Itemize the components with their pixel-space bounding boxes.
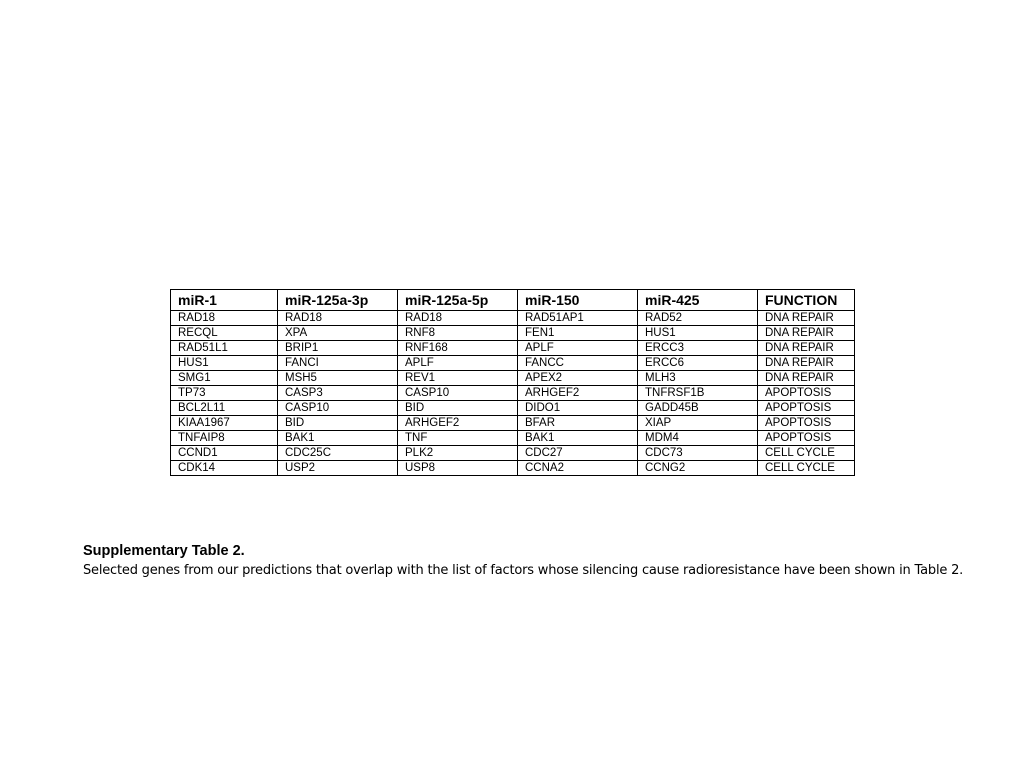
table-cell: BAK1: [518, 431, 638, 446]
table-cell: APLF: [518, 341, 638, 356]
table-cell: ARHGEF2: [398, 416, 518, 431]
table-cell: CDC27: [518, 446, 638, 461]
table-cell: FANCI: [278, 356, 398, 371]
table-cell: APEX2: [518, 371, 638, 386]
table-cell: RAD18: [398, 311, 518, 326]
table-cell: MLH3: [638, 371, 758, 386]
table-row: [171, 416, 855, 431]
table-row: [171, 311, 855, 326]
table-cell: CDC73: [638, 446, 758, 461]
table-cell: BAK1: [278, 431, 398, 446]
table-cell: HUS1: [638, 326, 758, 341]
table-cell: RAD51L1: [171, 341, 278, 356]
table-cell: USP2: [278, 461, 398, 476]
table-row: [171, 431, 855, 446]
header-mir-125a-5p: miR-125a-5p: [398, 290, 518, 311]
table-cell: MDM4: [638, 431, 758, 446]
table-cell: DNA REPAIR: [758, 326, 855, 341]
table-row: [171, 341, 855, 356]
table-row: [171, 461, 855, 476]
table-cell: APOPTOSIS: [758, 386, 855, 401]
table-cell: CASP10: [278, 401, 398, 416]
table-cell: HUS1: [171, 356, 278, 371]
table-cell: RAD18: [171, 311, 278, 326]
table-row: [171, 446, 855, 461]
table-cell: RECQL: [171, 326, 278, 341]
table-cell: TNFRSF1B: [638, 386, 758, 401]
table-cell: BID: [398, 401, 518, 416]
table-cell: RAD18: [278, 311, 398, 326]
table-row: [171, 371, 855, 386]
header-function: FUNCTION: [758, 290, 855, 311]
table-row: [171, 356, 855, 371]
table-header-row: [171, 290, 855, 311]
table-cell: APOPTOSIS: [758, 431, 855, 446]
table-cell: USP8: [398, 461, 518, 476]
table-cell: TNF: [398, 431, 518, 446]
header-mir-425: miR-425: [638, 290, 758, 311]
table-cell: ERCC3: [638, 341, 758, 356]
table-cell: BCL2L11: [171, 401, 278, 416]
table-cell: DNA REPAIR: [758, 311, 855, 326]
table-cell: DNA REPAIR: [758, 356, 855, 371]
table-cell: APOPTOSIS: [758, 416, 855, 431]
header-mir-125a-3p: miR-125a-3p: [278, 290, 398, 311]
table-row: [171, 401, 855, 416]
table-cell: DNA REPAIR: [758, 341, 855, 356]
table-body: [171, 311, 855, 476]
header-mir-150: miR-150: [518, 290, 638, 311]
table-cell: APOPTOSIS: [758, 401, 855, 416]
table-cell: ARHGEF2: [518, 386, 638, 401]
caption-text: Selected genes from our predictions that overlap with the list of factors whose silencing cause radioresistance have been shown in Table 2.: [83, 563, 964, 578]
gene-table: [170, 289, 855, 476]
table-cell: XIAP: [638, 416, 758, 431]
table-cell: RAD52: [638, 311, 758, 326]
table-cell: KIAA1967: [171, 416, 278, 431]
table-cell: CCND1: [171, 446, 278, 461]
table-row: [171, 326, 855, 341]
table-cell: FANCC: [518, 356, 638, 371]
table-cell: CELL CYCLE: [758, 461, 855, 476]
table-cell: TP73: [171, 386, 278, 401]
table-cell: CCNG2: [638, 461, 758, 476]
table-cell: CCNA2: [518, 461, 638, 476]
table-cell: MSH5: [278, 371, 398, 386]
table-cell: BID: [278, 416, 398, 431]
table-cell: CASP10: [398, 386, 518, 401]
table-cell: BRIP1: [278, 341, 398, 356]
table-cell: REV1: [398, 371, 518, 386]
table-cell: CELL CYCLE: [758, 446, 855, 461]
table-row: [171, 386, 855, 401]
table-cell: DNA REPAIR: [758, 371, 855, 386]
table-cell: BFAR: [518, 416, 638, 431]
table-cell: XPA: [278, 326, 398, 341]
table-cell: CDC25C: [278, 446, 398, 461]
table-cell: FEN1: [518, 326, 638, 341]
table-cell: CDK14: [171, 461, 278, 476]
table-cell: RNF8: [398, 326, 518, 341]
table-cell: RAD51AP1: [518, 311, 638, 326]
table-cell: DIDO1: [518, 401, 638, 416]
table-cell: CASP3: [278, 386, 398, 401]
table-cell: APLF: [398, 356, 518, 371]
table-cell: PLK2: [398, 446, 518, 461]
header-mir-1: miR-1: [171, 290, 278, 311]
table-caption: [83, 541, 1003, 581]
table-cell: RNF168: [398, 341, 518, 356]
caption-title: Supplementary Table 2.: [83, 543, 245, 559]
table-cell: SMG1: [171, 371, 278, 386]
table-cell: GADD45B: [638, 401, 758, 416]
table-cell: TNFAIP8: [171, 431, 278, 446]
table-cell: ERCC6: [638, 356, 758, 371]
